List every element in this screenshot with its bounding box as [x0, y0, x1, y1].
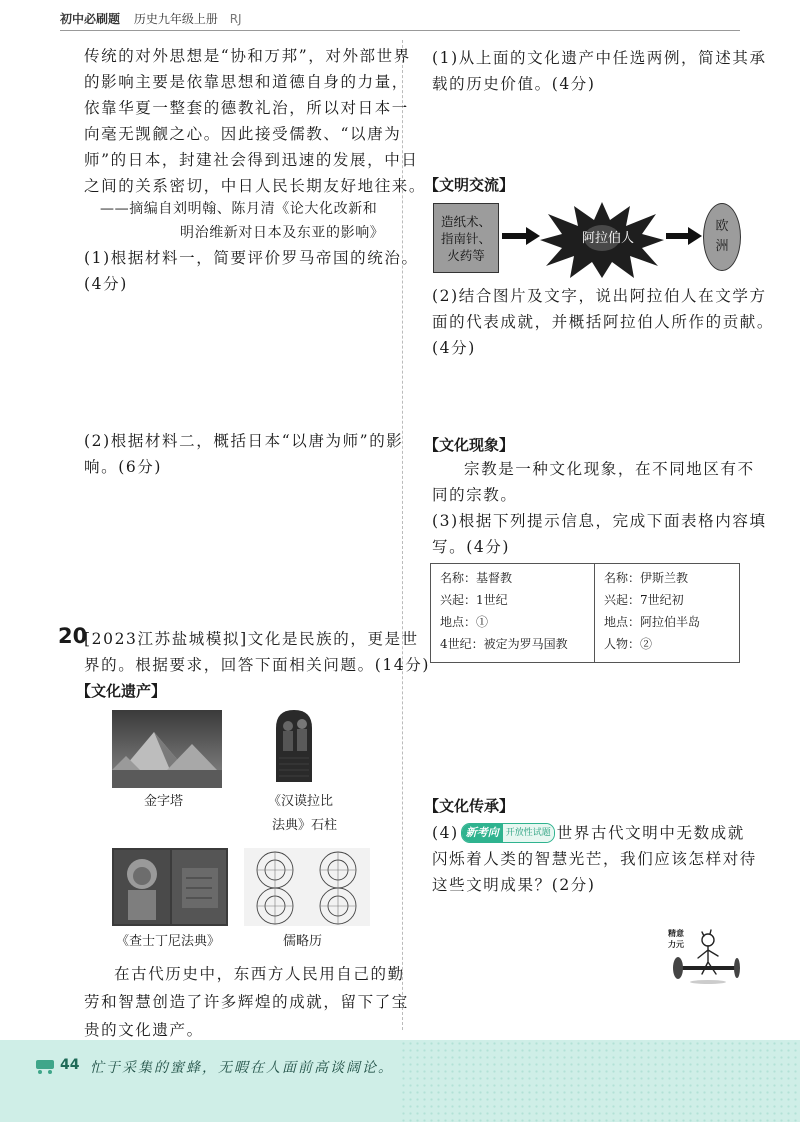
badge-sub: 开放性试题 [503, 824, 554, 842]
text-line: 载的历史价值。(4分) [432, 75, 596, 93]
table-cell: 名称：基督教 [440, 571, 513, 585]
text-line: (4分) [432, 339, 476, 357]
table-cell: 名称：伊斯兰教 [604, 571, 689, 585]
question-2-right [432, 283, 774, 361]
text-line: 向毫无觊觎之心。因此接受儒教、“以唐为 [84, 125, 402, 143]
text-line: 师”的日本，封建社会得到迅速的发展，中日 [84, 151, 419, 169]
hammurabi-caption [268, 790, 337, 838]
christianity-column [431, 564, 595, 662]
page-number: 44 [60, 1057, 80, 1073]
inheritance-tag: 【文化传承】 [424, 797, 515, 815]
text-line: [2023江苏盐城模拟]文化是民族的，更是世 [84, 630, 419, 648]
text-line: 界的。根据要求，回答下面相关问题。(14分) [84, 656, 431, 674]
question-3-right [432, 508, 767, 560]
material-two-text [84, 43, 426, 199]
citation-line: ——摘编自刘明翰、陈月清《论大化改新和 [100, 201, 378, 217]
footer-motto: 忙于采集的蜜蜂，无暇在人面前高谈阔论。 [90, 1060, 394, 1076]
text-line: (1)根据材料一，简要评价罗马帝国的统治。 [84, 249, 419, 267]
question-4-prefix: (4) [432, 824, 459, 842]
justinian-code-photo [112, 848, 228, 926]
invention-line: 造纸术、 [440, 213, 491, 229]
text-line: (2)根据材料二，概括日本“以唐为师”的影 [84, 432, 404, 450]
question-4-first-line [432, 820, 757, 846]
invention-line: 指南针、 [440, 230, 491, 246]
question-20-number: 20 [58, 624, 88, 648]
text-line: 写。(4分) [432, 538, 511, 556]
europe-char: 洲 [715, 239, 729, 254]
invention-line: 火药等 [447, 247, 485, 263]
question-1-right [432, 45, 767, 97]
cartoon-caption-line: 精意 [668, 929, 684, 938]
arab-label: 阿拉伯人 [582, 231, 635, 246]
citation-line: 明治维新对日本及东亚的影响》 [180, 225, 385, 241]
text-line: 的影响主要是依靠思想和道德自身的力量， [84, 73, 409, 91]
text-line: 响。(6分) [84, 458, 163, 476]
phenomenon-tag: 【文化现象】 [424, 436, 515, 454]
text-line: 贵的文化遗产。 [84, 1021, 204, 1039]
europe-oval [703, 203, 741, 271]
badge-main: 新考向 [462, 824, 503, 842]
table-cell: 地点：阿拉伯半岛 [604, 615, 701, 629]
edition-label: RJ [229, 12, 242, 26]
text-line: (4分) [84, 275, 128, 293]
arrow-arab-to-europe [664, 226, 704, 246]
text-line: 在古代历史中，东西方人民用自己的勤 [114, 965, 405, 983]
text-line: 劳和智慧创造了许多辉煌的成就，留下了宝 [84, 993, 409, 1011]
text-line: 闪烁着人类的智慧光芒，我们应该怎样对待 [432, 850, 757, 868]
religion-paragraph [432, 456, 755, 508]
hammurabi-stele-photo [270, 708, 318, 782]
caption-line: 法典》石柱 [272, 818, 338, 833]
pyramid-photo [112, 710, 222, 788]
text-line: (3)根据下列提示信息，完成下面表格内容填 [432, 512, 767, 530]
table-cell: 地点：① [440, 615, 489, 629]
table-cell: 4世纪：被定为罗马国教 [440, 637, 568, 651]
weightlifter-cartoon-icon [664, 922, 740, 986]
question-1-left [84, 245, 419, 297]
pyramid-caption: 金字塔 [144, 794, 184, 809]
cartoon-caption-line: 力元 [668, 940, 684, 949]
subject-title: 历史九年级上册 [133, 12, 218, 26]
question-20-intro [84, 626, 430, 678]
julian-calendar-image [244, 848, 370, 926]
question-4-right [432, 820, 757, 898]
exchange-tag: 【文明交流】 [424, 176, 515, 194]
text-line: 世界古代文明中无数成就 [556, 824, 745, 842]
question-2-left [84, 428, 403, 480]
new-trend-badge [461, 823, 555, 843]
cart-icon [34, 1057, 56, 1075]
text-line: 同的宗教。 [432, 486, 518, 504]
source-citation [100, 197, 384, 245]
header-divider [60, 30, 740, 31]
heritage-tag: 【文化遗产】 [76, 682, 167, 700]
inventions-box [433, 203, 499, 273]
islam-column [595, 564, 739, 662]
religion-table [430, 563, 740, 663]
text-line: 传统的对外思想是“协和万邦”，对外部世界 [84, 47, 411, 65]
text-line: 面的代表成就，并概括阿拉伯人所作的贡献。 [432, 313, 775, 331]
text-line: (2)结合图片及文字，说出阿拉伯人在文学方 [432, 287, 767, 305]
text-line: 之间的关系密切，中日人民长期友好地往来。 [84, 177, 427, 195]
text-line: (1)从上面的文化遗产中任选两例，简述其承 [432, 49, 767, 67]
page-header [60, 10, 242, 27]
arrow-left-to-arab [500, 226, 542, 246]
calendar-caption: 儒略历 [283, 934, 323, 949]
justinian-caption: 《查士丁尼法典》 [116, 934, 221, 949]
table-cell: 兴起：1世纪 [440, 593, 508, 607]
text-line: 依靠华夏一整套的德教礼治，所以对日本一 [84, 99, 409, 117]
footer-dot-pattern [400, 1040, 800, 1122]
page-footer [0, 1040, 800, 1122]
table-cell: 人物：② [604, 637, 653, 651]
text-line: 宗教是一种文化现象，在不同地区有不 [464, 460, 755, 478]
text-line: 这些文明成果？(2分) [432, 876, 596, 894]
heritage-paragraph [84, 960, 409, 1044]
table-cell: 兴起：7世纪初 [604, 593, 684, 607]
caption-line: 《汉谟拉比 [268, 794, 334, 809]
europe-char: 欧 [715, 219, 729, 234]
book-title: 初中必刷题 [60, 12, 121, 26]
